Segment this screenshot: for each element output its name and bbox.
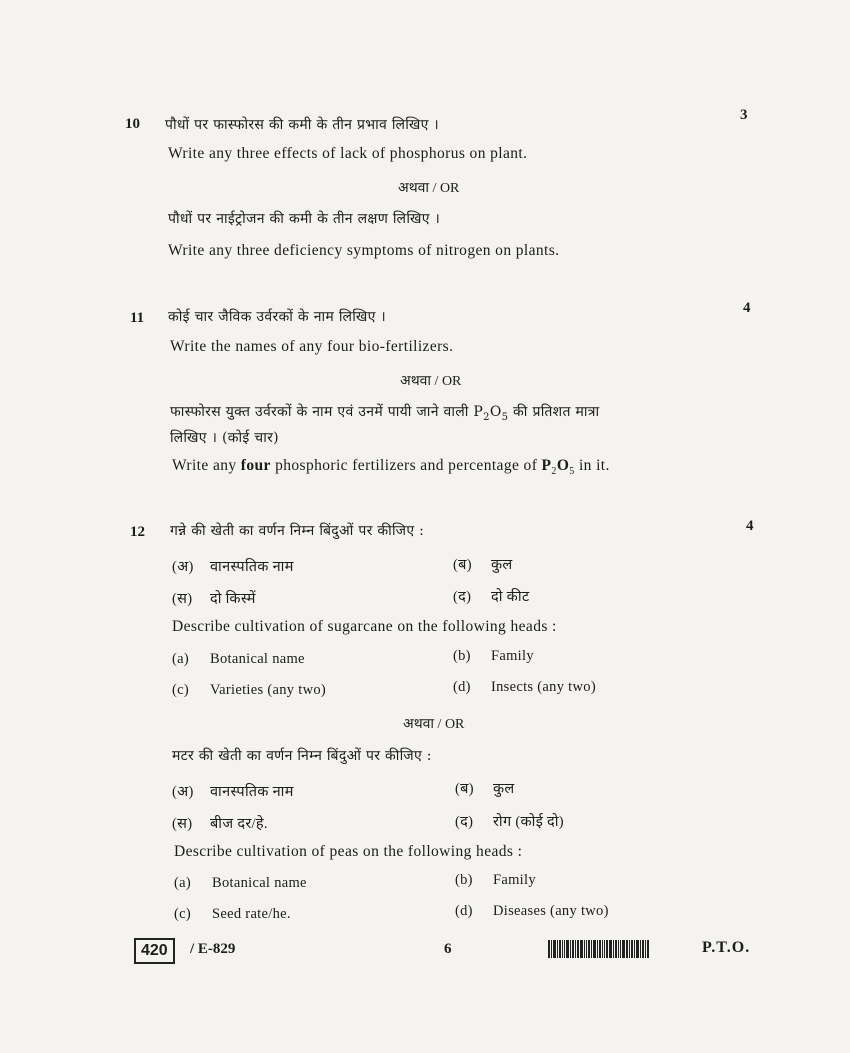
alt-english-bold: four (240, 457, 271, 474)
question-hindi: गन्ने की खेती का वर्णन निम्न बिंदुओं पर कीजिए : (170, 523, 425, 539)
option-item: (स) बीज दर/हे. (172, 816, 268, 832)
subscript-5: 5 (501, 411, 509, 423)
or-label: अथवा / OR (400, 374, 462, 389)
option-item: (d) Diseases (any two) (455, 903, 609, 919)
question-marks: 4 (743, 300, 751, 316)
alt-hindi-text-a: फास्फोरस युक्त उर्वरकों के नाम एवं उनमें पायी जाने वाली P (170, 404, 484, 420)
option-item: (द) रोग (कोई दो) (455, 814, 564, 830)
question-number: 12 (130, 524, 145, 540)
barcode-icon (548, 940, 688, 958)
page-number: 6 (444, 941, 452, 957)
alt-english-text-a: Write any (172, 457, 241, 474)
alt-question-hindi (170, 402, 599, 423)
question-marks: 4 (746, 518, 754, 534)
option-item: (अ) वानस्पतिक नाम (172, 784, 294, 800)
question-english: Write any three effects of lack of phosphorus on plant. (168, 145, 528, 162)
option-item: (स) दो किस्में (172, 591, 256, 607)
formula-o: O (556, 457, 570, 474)
alt-hindi-text-b: की प्रतिशत मात्रा (508, 404, 600, 420)
subscript-2: 2 (551, 466, 557, 478)
or-label: अथवा / OR (398, 181, 460, 196)
alt-question-hindi: पौधों पर नाईट्रोजन की कमी के तीन लक्षण लिखिए । (168, 211, 441, 227)
question-english: Describe cultivation of sugarcane on the following heads : (172, 618, 557, 635)
option-item: (ब) कुल (455, 781, 515, 797)
option-item: (c) Seed rate/he. (174, 906, 291, 922)
paper-id: / E-829 (190, 941, 236, 957)
alt-english-text-b: phosphoric fertilizers and percentage of (270, 457, 542, 474)
option-item: (अ) वानस्पतिक नाम (172, 559, 294, 575)
option-item: (a) Botanical name (174, 875, 307, 891)
question-english: Write the names of any four bio-fertilizers. (170, 338, 454, 355)
question-number: 10 (125, 116, 140, 132)
alt-question-english: Write any three deficiency symptoms of nitrogen on plants. (168, 242, 560, 259)
alt-question-english (172, 457, 610, 477)
option-item: (c) Varieties (any two) (172, 682, 327, 698)
option-item: (d) Insects (any two) (453, 679, 596, 695)
formula-o: O (489, 404, 502, 420)
alt-question-hindi: मटर की खेती का वर्णन निम्न बिंदुओं पर कीजिए : (172, 748, 432, 764)
alt-english-text-c: in it. (574, 457, 610, 474)
pto-label: P.T.O. (702, 939, 751, 956)
alt-question-english: Describe cultivation of peas on the following heads : (174, 843, 523, 860)
subscript-5: 5 (569, 466, 575, 478)
formula-p: P (541, 457, 552, 474)
subscript-2: 2 (483, 411, 490, 423)
alt-question-hindi-line2: लिखिए । (कोई चार) (170, 430, 279, 446)
option-item: (a) Botanical name (172, 651, 305, 667)
question-hindi: पौधों पर फास्फोरस की कमी के तीन प्रभाव लिखिए । (165, 117, 440, 133)
or-label: अथवा / OR (403, 717, 465, 732)
option-item: (b) Family (453, 648, 534, 664)
option-item: (b) Family (455, 872, 536, 888)
question-number: 11 (130, 310, 145, 326)
question-hindi: कोई चार जैविक उर्वरकों के नाम लिखिए । (168, 309, 387, 325)
paper-code-box: 420 (134, 938, 175, 964)
option-item: (ब) कुल (453, 557, 513, 573)
option-item: (द) दो कीट (453, 589, 530, 605)
question-marks: 3 (740, 107, 748, 123)
